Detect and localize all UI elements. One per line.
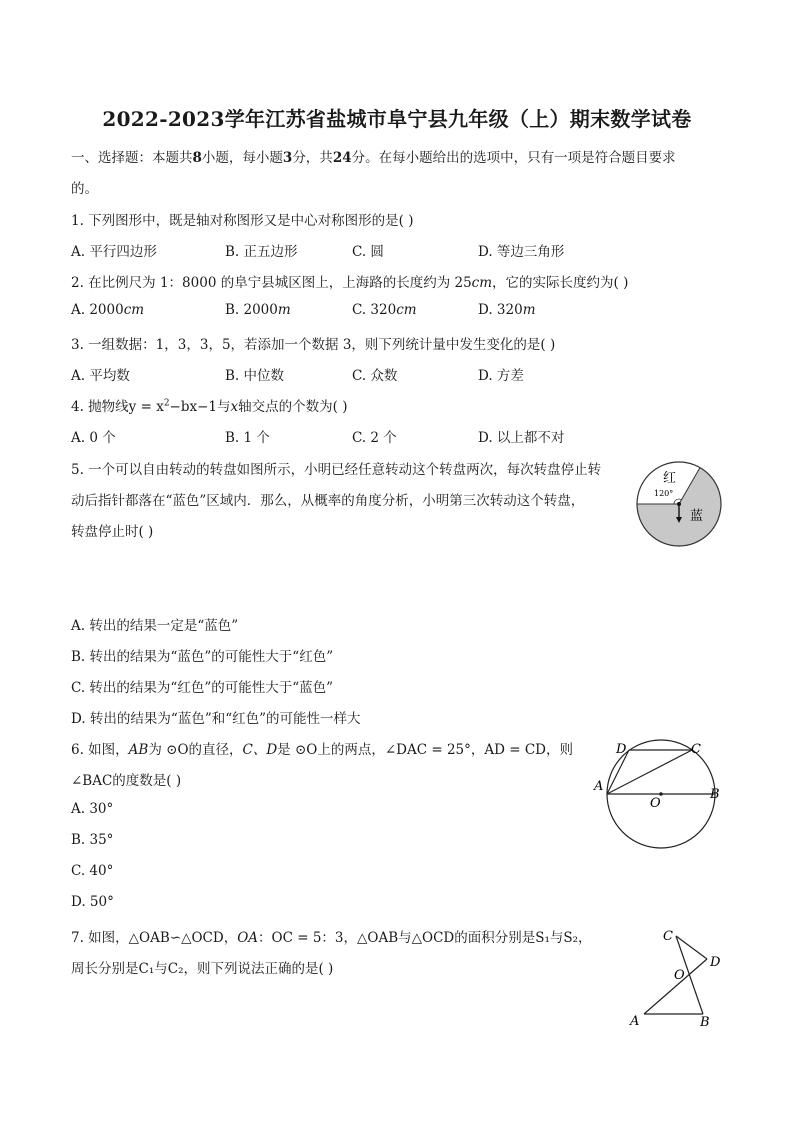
q1-option-d[interactable]: D. 等边三角形	[478, 244, 565, 260]
spinner-center	[677, 502, 681, 506]
segment-cd	[676, 936, 707, 959]
points-each: 3	[282, 150, 293, 166]
q5-option-a[interactable]: A. 转出的结果一定是“蓝色”	[71, 618, 239, 634]
option-unit: m	[522, 302, 536, 318]
label-o: O	[650, 796, 661, 811]
q3-option-c[interactable]: C. 众数	[352, 368, 398, 384]
section-heading: 一、选择题：	[71, 150, 152, 166]
label-b: B	[700, 1015, 710, 1030]
spinner-figure	[633, 458, 725, 550]
q4-option-b[interactable]: B. 1 个	[225, 430, 270, 446]
section-desc: 本题共	[152, 150, 193, 166]
q4-stem-text: 4. 抛物线	[71, 399, 129, 415]
q2-stem-text: ，它的实际长度约为( )	[492, 275, 629, 291]
exam-title: 2022-2023学年江苏省盐城市阜宁县九年级（上）期末数学试卷	[102, 107, 692, 131]
points-cd: C、D	[242, 742, 278, 758]
q6-option-a[interactable]: A. 30°	[71, 801, 114, 817]
label-red: 红	[663, 471, 677, 486]
q6-stem-text: 是 ⊙O上的两点，∠DAC = 25°，AD = CD，则	[277, 742, 573, 758]
q7-stem-text: ：OC = 5：3，△OAB与△OCD的面积分别是S₁与S₂，	[258, 930, 592, 946]
label-angle: 120°	[654, 489, 674, 498]
similar-triangles-figure	[624, 924, 728, 1034]
unit-cm: cm	[471, 275, 493, 291]
question-1-stem: 1. 下列图形中，既是轴对称图形又是中心对称图形的是( )	[71, 213, 414, 229]
option-value: A. 2000	[71, 302, 124, 318]
option-value: B. 2000	[225, 302, 278, 318]
circle-figure	[588, 736, 728, 852]
q7-stem-text: 7. 如图，△OAB∽△OCD，	[71, 930, 238, 946]
label-b: B	[710, 787, 720, 802]
label-o: O	[674, 968, 685, 983]
q4-stem-text: 与	[217, 399, 231, 415]
q4-option-a[interactable]: A. 0 个	[71, 430, 116, 446]
label-d: D	[616, 742, 627, 757]
question-4-stem	[71, 395, 347, 415]
q6-option-d[interactable]: D. 50°	[71, 894, 114, 910]
q2-stem-text: 2. 在比例尺为 1：8000 的阜宁县城区图上，上海路的长度约为 25	[71, 275, 472, 291]
question-5-stem-line2: 动后指针都落在“蓝色”区域内．那么，从概率的角度分析，小明第三次转动这个转盘，	[71, 493, 585, 509]
expr-exponent: 2	[163, 398, 170, 409]
q6-option-c[interactable]: C. 40°	[71, 863, 114, 879]
section-desc: 分，共	[292, 150, 333, 166]
question-6-stem-line1	[71, 738, 573, 758]
q6-option-b[interactable]: B. 35°	[71, 832, 114, 848]
label-c: C	[663, 929, 673, 944]
option-value: D. 320	[478, 302, 523, 318]
question-7-stem-line1	[71, 926, 592, 946]
label-c: C	[691, 742, 701, 757]
option-unit: cm	[123, 302, 145, 318]
q6-stem-text: 为 ⊙O的直径，	[148, 742, 243, 758]
q1-option-b[interactable]: B. 正五边形	[225, 244, 298, 260]
q1-option-a[interactable]: A. 平行四边形	[71, 244, 157, 260]
x-variable: x	[230, 399, 239, 415]
option-unit: m	[277, 302, 291, 318]
label-d: D	[710, 955, 721, 970]
section-instructions-end: 的。	[71, 181, 98, 197]
option-unit: cm	[396, 302, 417, 318]
option-value: C. 320	[352, 302, 397, 318]
q2-option-d[interactable]	[478, 302, 536, 318]
q2-option-c[interactable]	[352, 302, 417, 318]
question-5-stem-line3: 转盘停止时( )	[71, 524, 154, 540]
label-a: A	[630, 1014, 640, 1029]
label-blue: 蓝	[690, 509, 704, 524]
segment-ab: AB	[128, 742, 149, 758]
question-2-stem	[71, 271, 628, 291]
label-a: A	[594, 779, 604, 794]
question-5-stem-line1: 5. 一个可以自由转动的转盘如图所示，小明已经任意转动这个转盘两次，每次转盘停止转	[71, 462, 602, 478]
question-6-stem-line2: ∠BAC的度数是( )	[71, 773, 182, 789]
q2-option-a[interactable]	[71, 302, 144, 318]
q1-option-c[interactable]: C. 圆	[352, 244, 384, 260]
q3-option-a[interactable]: A. 平均数	[71, 368, 130, 384]
q3-option-d[interactable]: D. 方差	[478, 368, 524, 384]
question-7-stem-line2: 周长分别是C₁与C₂，则下列说法正确的是( )	[71, 961, 334, 977]
q5-option-c[interactable]: C. 转出的结果为“红色”的可能性大于“蓝色”	[71, 680, 334, 696]
section-desc: 分。在每小题给出的选项中，只有一项是符合题目要求	[351, 150, 676, 166]
total-points: 24	[332, 150, 352, 166]
q5-option-d[interactable]: D. 转出的结果为“蓝色”和“红色”的可能性一样大	[71, 711, 361, 727]
question-count: 8	[192, 150, 202, 166]
parabola-expression	[129, 399, 217, 415]
section-instructions	[71, 146, 676, 166]
q4-stem-text: 轴交点的个数为( )	[238, 399, 348, 415]
q6-stem-text: 6. 如图，	[71, 742, 129, 758]
section-desc: 小题，每小题	[201, 150, 283, 166]
segment-oa: OA	[237, 930, 259, 946]
expr-y: y = x	[128, 399, 164, 415]
q2-option-b[interactable]	[225, 302, 291, 318]
expr-rest: −bx−1	[169, 399, 218, 415]
q4-option-c[interactable]: C. 2 个	[352, 430, 397, 446]
question-3-stem: 3. 一组数据：1，3，3，5，若添加一个数据 3，则下列统计量中发生变化的是( )	[71, 337, 556, 353]
q3-option-b[interactable]: B. 中位数	[225, 368, 285, 384]
q5-option-b[interactable]: B. 转出的结果为“蓝色”的可能性大于“红色”	[71, 649, 334, 665]
q4-option-d[interactable]: D. 以上都不对	[478, 430, 565, 446]
